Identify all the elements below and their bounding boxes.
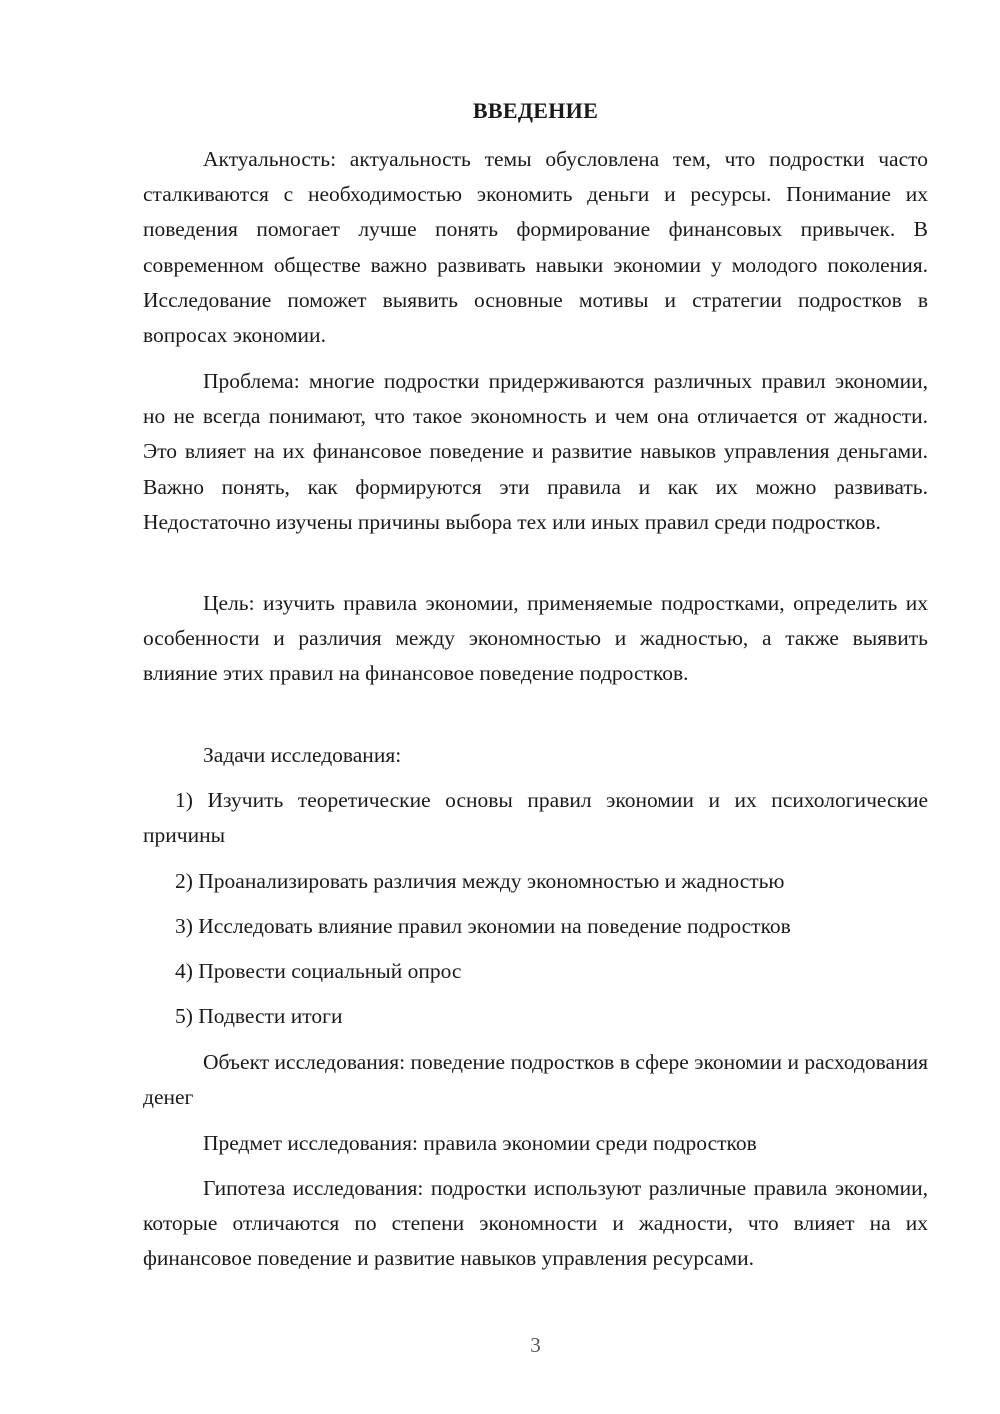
goal-paragraph: Цель: изучить правила экономии, применяемые подростками, определить их особенности и различия между экономностью и жадностью, а также выявить влияние этих правил на финансовое поведение подростков. <box>143 591 928 686</box>
problem-paragraph: Проблема: многие подростки придерживаются различных правил экономии, но не всегда понимают, что такое экономность и чем она отличается от жадности. Это влияет на их финансовое поведение и развитие навыков управления деньгами. Важно понять, как формируются эти правила и как их можно развивать. Недостаточно изучены причины выбора тех или иных правил среди подростков. <box>143 369 928 534</box>
task-item-2: 2) Проанализировать различия между экономностью и жадностью <box>175 869 785 893</box>
relevance-paragraph: Актуальность: актуальность темы обусловлена тем, что подростки часто сталкиваются с необходимостью экономить деньги и ресурсы. Понимание их поведения помогает лучше понять формирование финансовых привычек. В современном обществе важно развивать навыки экономии у молодого поколения. Исследование поможет выявить основные мотивы и стратегии подростков в вопросах экономии. <box>143 147 928 348</box>
task-item-5: 5) Подвести итоги <box>175 1004 343 1028</box>
section-title: ВВЕДЕНИЕ <box>472 98 599 123</box>
task-item-4: 4) Провести социальный опрос <box>175 959 462 983</box>
subject-paragraph: Предмет исследования: правила экономии среди подростков <box>203 1131 757 1155</box>
page-number: 3 <box>530 1333 541 1357</box>
object-paragraph: Объект исследования: поведение подростков в сфере экономии и расходования денег <box>143 1050 928 1110</box>
task-item-3: 3) Исследовать влияние правил экономии на поведение подростков <box>175 914 791 938</box>
hypothesis-paragraph: Гипотеза исследования: подростки используют различные правила экономии, которые отличаются по степени экономности и жадности, что влияет на их финансовое поведение и развитие навыков управления ресурсами. <box>143 1176 928 1271</box>
tasks-heading: Задачи исследования: <box>203 743 402 767</box>
task-item-1: 1) Изучить теоретические основы правил экономии и их психологические причины <box>143 788 928 848</box>
